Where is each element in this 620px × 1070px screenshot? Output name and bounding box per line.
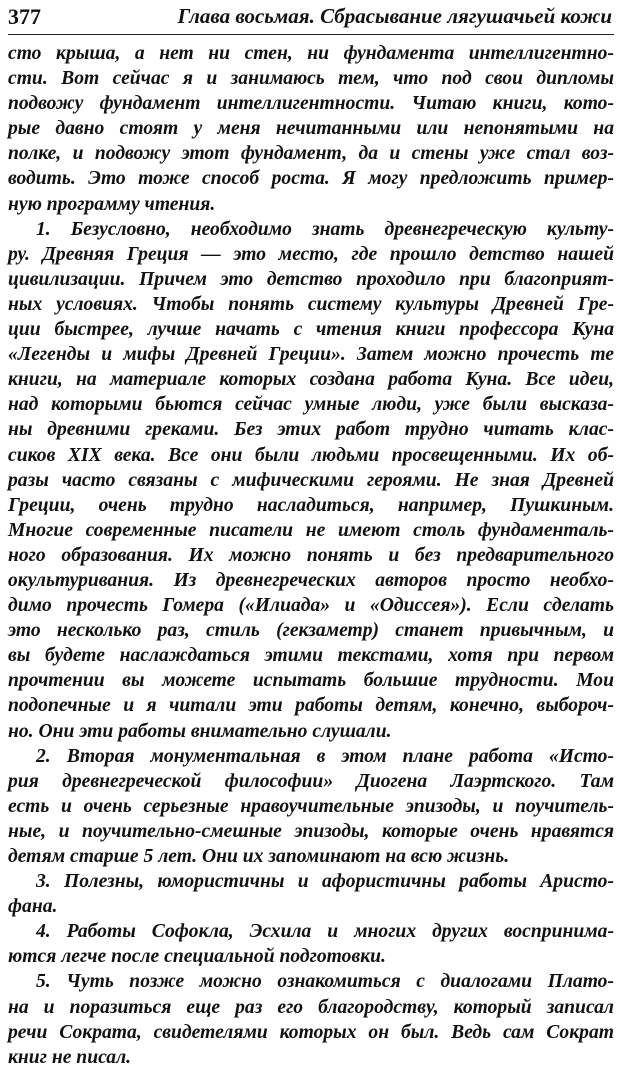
text-line: цивилизации. Причем это детство проходило при благоприят- — [8, 268, 614, 290]
paragraph-start-line: 2. Вторая монументальная в этом плане работа «Исто- — [36, 745, 614, 767]
text-line: подвожу фундамент интеллигентности. Читаю книги, кото- — [8, 93, 614, 115]
text-line: ру. Древняя Греция — это место, где прошло детство нашей — [8, 243, 614, 265]
text-line: ны древними греками. Без этих работ трудно читать клас- — [8, 419, 614, 441]
text-line: на и поразиться еще раз его благородству, который записал — [8, 996, 614, 1018]
text-line: книг не писал. — [8, 1046, 132, 1068]
text-line: рия древнегреческой философии» Диогена Лаэртского. Там — [8, 770, 614, 792]
text-line: речи Сократа, свидетелями которых он был. Ведь сам Сократ — [8, 1021, 614, 1043]
paragraph-start-line: 3. Полезны, юмористичны и афористичны работы Аристо- — [36, 871, 614, 893]
text-line: сти. Вот сейчас я и занимаюсь тем, что под свои дипломы — [8, 68, 614, 90]
text-line: но. Они эти работы внимательно слушали. — [8, 720, 392, 742]
text-line: «Легенды и мифы Древней Греции». Затем можно прочесть те — [8, 344, 614, 366]
text-line: ются легче после специальной подготовки. — [8, 946, 386, 968]
text-line: прочтении вы можете испытать большие трудности. Мои — [8, 670, 614, 692]
text-line: ные, и поучительно-смешные эпизоды, которые очень нравятся — [8, 820, 614, 842]
text-line: сто крыша, а нет ни стен, ни фундамента интеллигентно- — [8, 43, 614, 64]
text-line: ную программу чтения. — [8, 193, 216, 215]
paragraph-start-line: 4. Работы Софокла, Эсхила и многих других воспринима- — [36, 921, 614, 943]
text-line: ции быстрее, лучше начать с чтения книги профессора Куна — [8, 319, 614, 341]
running-head: Глава восьмая. Сбрасывание лягушачьей кожи — [177, 4, 612, 28]
text-line: есть и очень серьезные нравоучительные эпизоды, и поучитель- — [8, 795, 614, 817]
text-line: детям старше 5 лет. Они их запоминают на всю жизнь. — [8, 846, 510, 867]
page-number: 377 — [8, 4, 41, 29]
paragraph-start-line: 5. Чуть позже можно ознакомиться с диалогами Плато- — [36, 971, 614, 993]
text-line: Греции, очень трудно насладиться, например, Пушкиным. — [8, 494, 614, 516]
text-line: над которыми бьются сейчас умные люди, уже были высказа- — [8, 394, 614, 416]
text-line: подопечные и я читали эти работы детям, конечно, выбороч- — [8, 695, 614, 717]
text-line: водить. Это тоже способ роста. Я могу предложить пример- — [8, 168, 614, 190]
text-line: полке, и подвожу этот фундамент, да и стены уже стал воз- — [8, 143, 614, 165]
text-line: димо прочесть Гомера («Илиада» и «Одиссея»). Если сделать — [8, 595, 614, 617]
text-line: ных условиях. Чтобы понять систему культуры Древней Гре- — [8, 293, 614, 315]
text-line: сиков XIX века. Все они были людьми просвещенными. Их об- — [8, 444, 614, 466]
text-line: окультуривания. Из древнегреческих авторов просто необхо- — [8, 569, 614, 591]
text-line: Многие современные писатели не имеют столь фундаменталь- — [8, 519, 614, 541]
text-line: фана. — [8, 896, 58, 918]
text-line: книги, на материале которых создана работа Куна. Все идеи, — [8, 369, 614, 391]
page-header — [8, 0, 614, 35]
text-line: разы часто связаны с мифическими героями. Не зная Древней — [8, 469, 614, 491]
text-line: ного образования. Их можно понять и без предварительного — [8, 544, 614, 566]
text-line: рые давно стоят у меня нечитанными или непонятыми на — [8, 118, 614, 140]
page-body — [8, 35, 614, 1070]
text-line: вы будете наслаждаться этими текстами, хотя при первом — [8, 645, 614, 667]
paragraph-start-line: 1. Безусловно, необходимо знать древнегреческую культу- — [36, 218, 614, 240]
text-line: это несколько раз, стиль (гекзаметр) станет привычным, и — [8, 620, 614, 642]
